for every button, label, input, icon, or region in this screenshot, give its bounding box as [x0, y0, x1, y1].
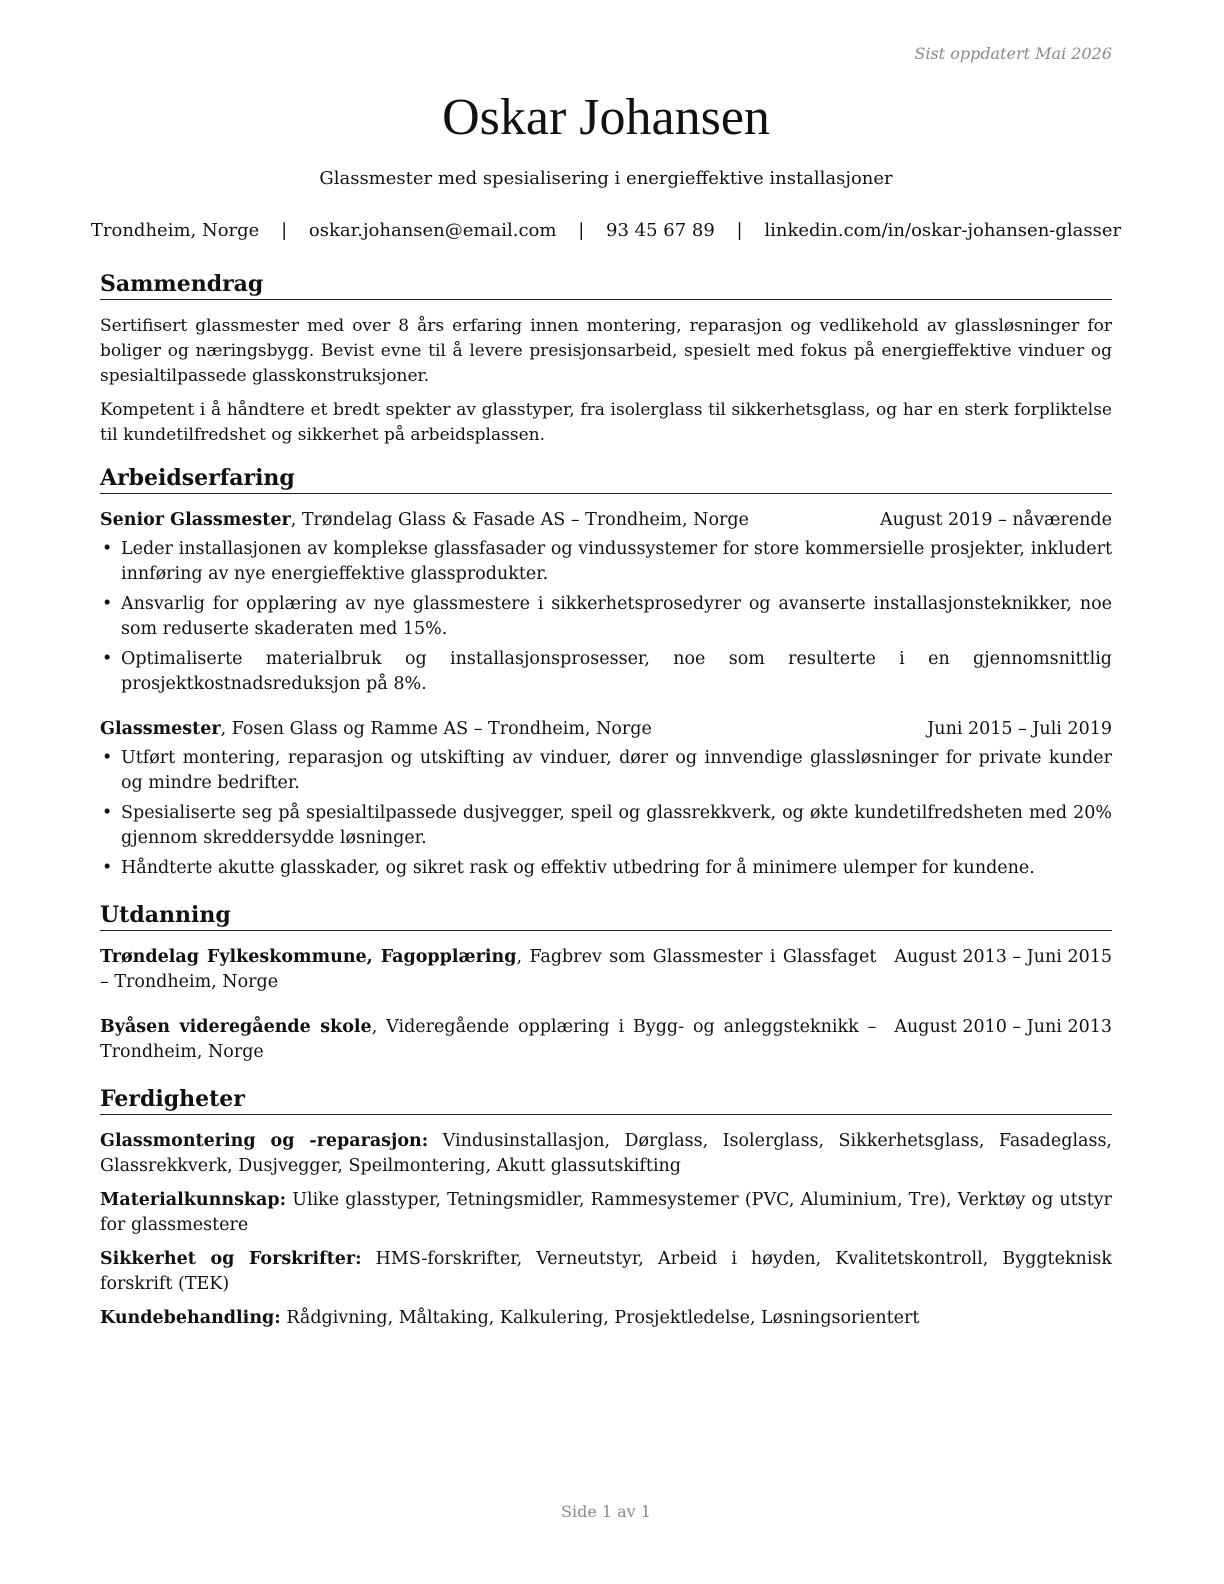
job-dates: Juni 2015 – Juli 2019 [927, 719, 1112, 739]
summary-paragraph: Kompetent i å håndtere et bredt spekter av glasstyper, fra isolerglass til sikkerhetsglass, og har en sterk forpliktelse til kundetilfredshet og sikkerhet på arbeidsplassen. [100, 400, 1112, 445]
list-item [100, 537, 1112, 587]
list-item [100, 746, 1112, 796]
skill-label: Sikkerhet og Forskrifter: [100, 1249, 362, 1269]
skill-text: HMS-forskrifter, Verneutstyr, Arbeid i høyden, Kvalitetskontroll, Byggteknisk forskrift (TEK) [100, 1249, 1112, 1294]
candidate-name: Oskar Johansen [442, 89, 770, 146]
job-header [100, 717, 1112, 742]
bullet-icon: • [102, 594, 113, 614]
job-entry [100, 508, 1112, 697]
skill-label: Kundebehandling: [100, 1308, 281, 1328]
bullet-icon: • [102, 748, 113, 768]
job-dates: August 2019 – nåværende [880, 510, 1112, 530]
bullet-text: Håndterte akutte glasskader, og sikret rask og effektiv utbedring for å minimere ulemper for kundene. [121, 858, 1035, 878]
job-entry [100, 717, 1112, 881]
job-role: Glassmester [100, 719, 221, 739]
job-title-line [100, 717, 927, 742]
skill-text: Vindusinstallasjon, Dørglass, Isolerglass, Sikkerhetsglass, Fasadeglass, Glassrekkverk, Dusjvegger, Speilmontering, Akutt glassutskifting [100, 1131, 1112, 1176]
page-number: Side 1 av 1 [561, 1502, 651, 1521]
contact-email[interactable]: oskar.johansen@email.com [308, 220, 557, 241]
skill-line [100, 1247, 1112, 1297]
education-title-line [100, 1015, 894, 1065]
skills-section [100, 1085, 1112, 1331]
job-role: Senior Glassmester [100, 510, 291, 530]
section-title-summary: Sammendrag [100, 270, 1112, 300]
contact-linkedin[interactable]: linkedin.com/in/oskar-johansen-glasser [764, 220, 1122, 241]
section-title-education: Utdanning [100, 901, 1112, 931]
education-entry [100, 1015, 1112, 1065]
education-entry [100, 945, 1112, 995]
education-title-line [100, 945, 894, 995]
education-school: Byåsen videregående skole [100, 1017, 372, 1037]
education-school: Trøndelag Fylkeskommune, Fagopplæring [100, 947, 517, 967]
bullet-icon: • [102, 858, 113, 878]
education-details: , Fagbrev som Glassmester i Glassfaget – Trondheim, Norge [100, 947, 877, 992]
skill-line [100, 1188, 1112, 1238]
contact-phone[interactable]: 93 45 67 89 [606, 220, 715, 241]
education-header [100, 945, 1112, 995]
bullet-icon: • [102, 649, 113, 669]
education-dates: August 2010 – Juni 2013 [894, 1017, 1112, 1037]
job-title-line [100, 508, 880, 533]
job-employer: , Fosen Glass og Ramme AS – Trondheim, Norge [220, 719, 652, 739]
education-section [100, 901, 1112, 1065]
list-item [100, 592, 1112, 642]
skill-line [100, 1306, 1112, 1331]
job-header [100, 508, 1112, 533]
contact-separator: | [578, 220, 585, 241]
bullet-text: Optimaliserte materialbruk og installasjonsprosesser, noe som resulterte i en gjennomsnittlig prosjektkostnadsreduksjon på 8%. [121, 649, 1112, 694]
contact-line [80, 219, 1132, 243]
education-details: , Videregående opplæring i Bygg- og anleggsteknikk – Trondheim, Norge [100, 1017, 877, 1062]
bullet-text: Utført montering, reparasjon og utskifting av vinduer, dører og innvendige glassløsninger for private kunder og mindre bedrifter. [121, 748, 1112, 793]
bullet-icon: • [102, 539, 113, 559]
skill-label: Materialkunnskap: [100, 1190, 287, 1210]
contact-separator: | [736, 220, 743, 241]
section-title-skills: Ferdigheter [100, 1085, 1112, 1115]
bullet-text: Ansvarlig for opplæring av nye glassmestere i sikkerhetsprosedyrer og avanserte installasjonsteknikker, noe som reduserte skaderaten med 15%. [121, 594, 1112, 639]
summary-section [100, 270, 1112, 448]
bullet-text: Leder installasjonen av komplekse glassfasader og vindussystemer for store kommersielle prosjekter, inkludert innføring av nye energieffektive glassprodukter. [121, 539, 1112, 584]
last-updated-note: Sist oppdatert Mai 2026 [914, 44, 1112, 63]
list-item [100, 801, 1112, 851]
bullet-icon: • [102, 803, 113, 823]
contact-location: Trondheim, Norge [90, 220, 260, 241]
skill-line [100, 1129, 1112, 1179]
resume-body [100, 270, 1112, 1347]
candidate-headline: Glassmester med spesialisering i energieffektive installasjoner [319, 168, 893, 189]
skill-text: Ulike glasstyper, Tetningsmidler, Rammesystemer (PVC, Aluminium, Tre), Verktøy og utstyr for glassmestere [100, 1190, 1112, 1235]
skill-label: Glassmontering og -reparasjon: [100, 1131, 429, 1151]
list-item [100, 647, 1112, 697]
education-header [100, 1015, 1112, 1065]
list-item [100, 856, 1112, 881]
contact-separator: | [281, 220, 288, 241]
bullet-text: Spesialiserte seg på spesialtilpassede dusjvegger, speil og glassrekkverk, og økte kundetilfredsheten med 20% gjennom skreddersydde løsninger. [121, 803, 1112, 848]
education-dates: August 2013 – Juni 2015 [894, 947, 1112, 967]
job-bullets [100, 746, 1112, 881]
job-employer: , Trøndelag Glass & Fasade AS – Trondheim, Norge [290, 510, 749, 530]
section-title-experience: Arbeidserfaring [100, 464, 1112, 494]
summary-paragraph: Sertifisert glassmester med over 8 års erfaring innen montering, reparasjon og vedlikehold av glassløsninger for boliger og næringsbygg. Bevist evne til å levere presisjonsarbeid, spesielt med fokus på energieffektive vinduer og spesialtilpassede glasskonstruksjoner. [100, 316, 1112, 386]
skill-text: Rådgivning, Måltaking, Kalkulering, Prosjektledelse, Løsningsorientert [280, 1308, 920, 1328]
job-bullets [100, 537, 1112, 697]
experience-section [100, 464, 1112, 881]
